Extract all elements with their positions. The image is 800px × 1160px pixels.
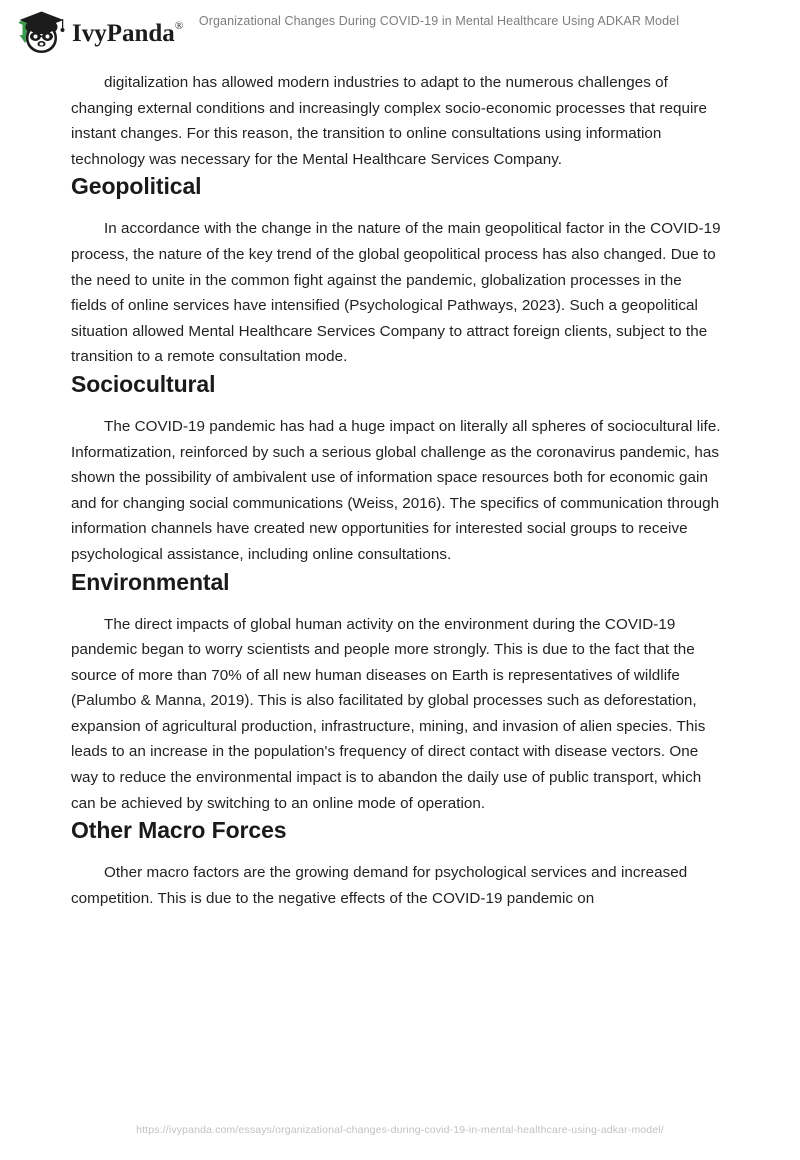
heading-other-macro-forces: Other Macro Forces xyxy=(71,817,287,844)
heading-sociocultural: Sociocultural xyxy=(71,370,216,397)
paragraph-environmental: The direct impacts of global human activity on the environment during the COVID-19 pandemic began to worry scientists and people more strongly. This is due to the fact that the source of more than 70% of all new human diseases on Earth is representatives of wildlife (Palumbo & Manna, 2019). This is also facilitated by global processes such as deforestation, expansion of agricultural production, infrastructure, mining, and invasion of alien species. This leads to an increase in the population's frequency of direct contact with disease vectors. One way to reduce the environmental impact is to abandon the daily use of public transport, which can be achieved by switching to an online mode of operation. xyxy=(71,615,706,812)
heading-geopolitical: Geopolitical xyxy=(71,173,202,200)
page-footer xyxy=(0,1120,800,1138)
paragraph-geopolitical: In accordance with the change in the nature of the main geopolitical factor in the COVID-19 process, the nature of the key trend of the global geopolitical process has also changed. Due to the need to unite in the common fight against the pandemic, globalization processes in the fields of online services have intensified (Psychological Pathways, 2023). Such a geopolitical situation allowed Mental Healthcare Services Company to attract foreign clients, subject to the transition to a remote consultation mode. xyxy=(71,220,721,366)
registered-trademark-symbol: ® xyxy=(174,20,184,33)
paragraph-sociocultural: The COVID-19 pandemic has had a huge impact on literally all spheres of sociocultural life. Informatization, reinforced by such a serious global challenge as the coronavirus pandemic, has shown the possibility of ambivalent use of information space resources both for economic gain and for changing social communications (Weiss, 2016). The specifics of communication through information channels have created new opportunities for interested social groups to receive psychological assistance, including online consultations. xyxy=(71,417,721,563)
document-title-header: Organizational Changes During COVID-19 in Mental Healthcare Using ADKAR Model xyxy=(198,14,680,28)
footer-source-url[interactable]: https://ivypanda.com/essays/organizational-changes-during-covid-19-in-mental-healthcare-using-adkar-model/ xyxy=(136,1124,664,1136)
document-content xyxy=(71,70,721,911)
page-header xyxy=(0,0,800,62)
heading-environmental: Environmental xyxy=(71,568,230,595)
brand-name-text: IvyPanda xyxy=(72,19,175,47)
paragraph-intro-continuation: digitalization has allowed modern industries to adapt to the numerous challenges of changing external conditions and increasingly complex socio-economic processes that require instant changes. For this reason, the transition to online consultations using information technology was necessary for the Mental Healthcare Services Company. xyxy=(71,74,708,168)
paragraph-other-macro-forces: Other macro factors are the growing demand for psychological services and increased competition. This is due to the negative effects of the COVID-19 pandemic on xyxy=(71,864,688,907)
